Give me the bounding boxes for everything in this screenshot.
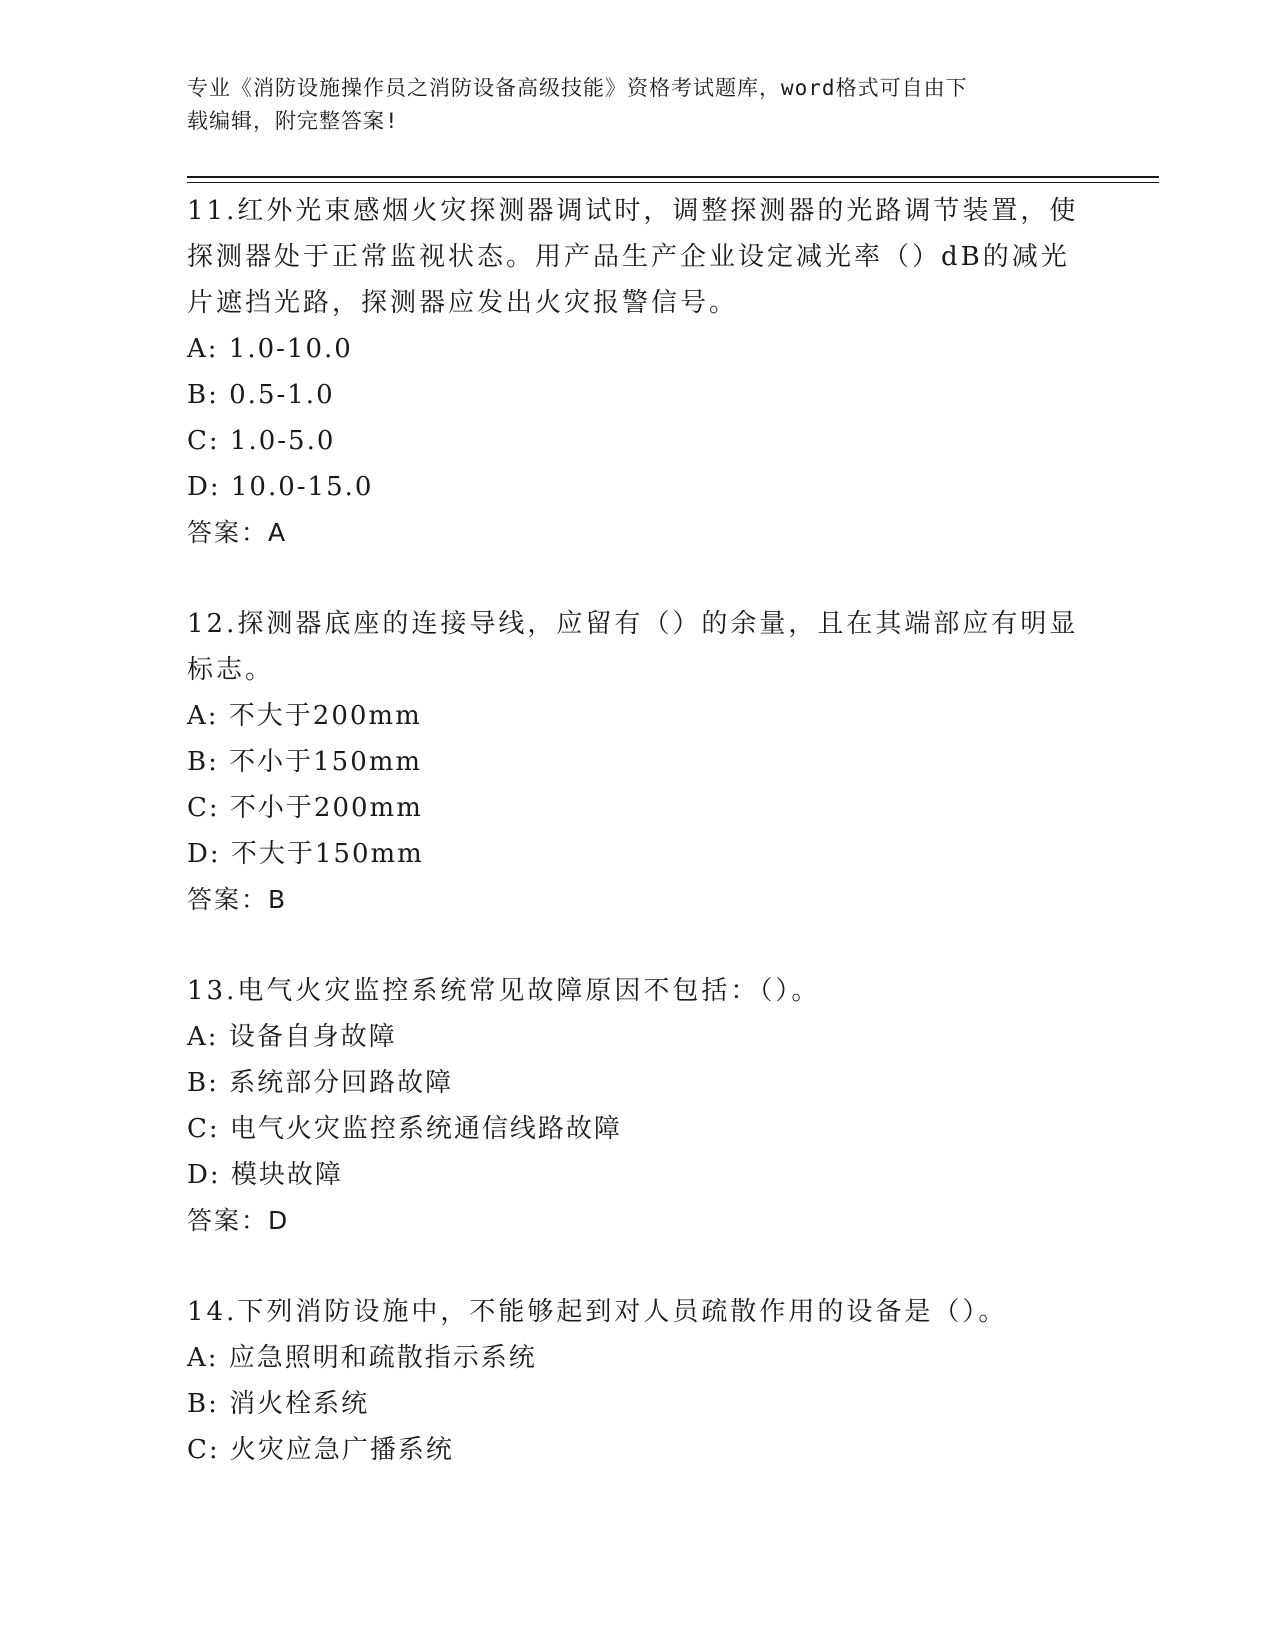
option-a: A: 设备自身故障 [187,1022,397,1052]
option-a: A: 1.0-10.0 [187,334,353,364]
question-stem-line: 13.电气火灾监控系统常见故障原因不包括：（）。 [187,976,821,1006]
question-stem-line: 探测器处于正常监视状态。用产品生产企业设定减光率（）dB的减光 [187,242,1070,272]
answer-line: 答案：A [187,518,288,547]
question-stem-line: 11.红外光束感烟火灾探测器调试时，调整探测器的光路调节装置，使 [187,196,1079,226]
option-b: B: 消火栓系统 [187,1389,370,1419]
question-stem-line: 14.下列消防设施中，不能够起到对人员疏散作用的设备是（）。 [187,1297,1008,1327]
header-divider-thick [187,176,1159,178]
option-b: B: 0.5-1.0 [187,380,335,410]
option-a: A: 不大于200mm [187,701,422,731]
option-c: C: 电气火灾监控系统通信线路故障 [187,1114,622,1144]
option-b: B: 系统部分回路故障 [187,1068,454,1098]
option-c: C: 1.0-5.0 [187,426,336,456]
answer-line: 答案：D [187,1206,290,1235]
option-c: C: 不小于200mm [187,793,423,823]
question-spacer [187,923,1087,968]
question-13 [187,968,1087,1244]
question-spacer [187,1244,1087,1289]
answer-line: 答案：B [187,885,288,914]
question-11 [187,188,1087,556]
header-line-2: 载编辑，附完整答案! [187,109,399,133]
option-a: A: 应急照明和疏散指示系统 [187,1343,537,1373]
option-d: D: 不大于150mm [187,839,424,869]
option-d: D: 模块故障 [187,1160,343,1190]
question-14 [187,1289,1087,1473]
question-stem-line: 12.探测器底座的连接导线，应留有（）的余量，且在其端部应有明显 [187,609,1079,639]
question-stem-line: 片遮挡光路，探测器应发出火灾报警信号。 [187,288,739,318]
question-spacer [187,556,1087,601]
question-list [187,188,1087,1473]
header-divider-thin [187,182,1159,183]
header-line-1: 专业《消防设施操作员之消防设备高级技能》资格考试题库，word格式可自由下 [187,76,968,100]
option-d: D: 10.0-15.0 [187,472,374,502]
option-b: B: 不小于150mm [187,747,423,777]
question-stem-line: 标志。 [187,655,275,685]
question-12 [187,601,1087,923]
document-header [187,72,1067,138]
option-c: C: 火灾应急广播系统 [187,1435,454,1465]
